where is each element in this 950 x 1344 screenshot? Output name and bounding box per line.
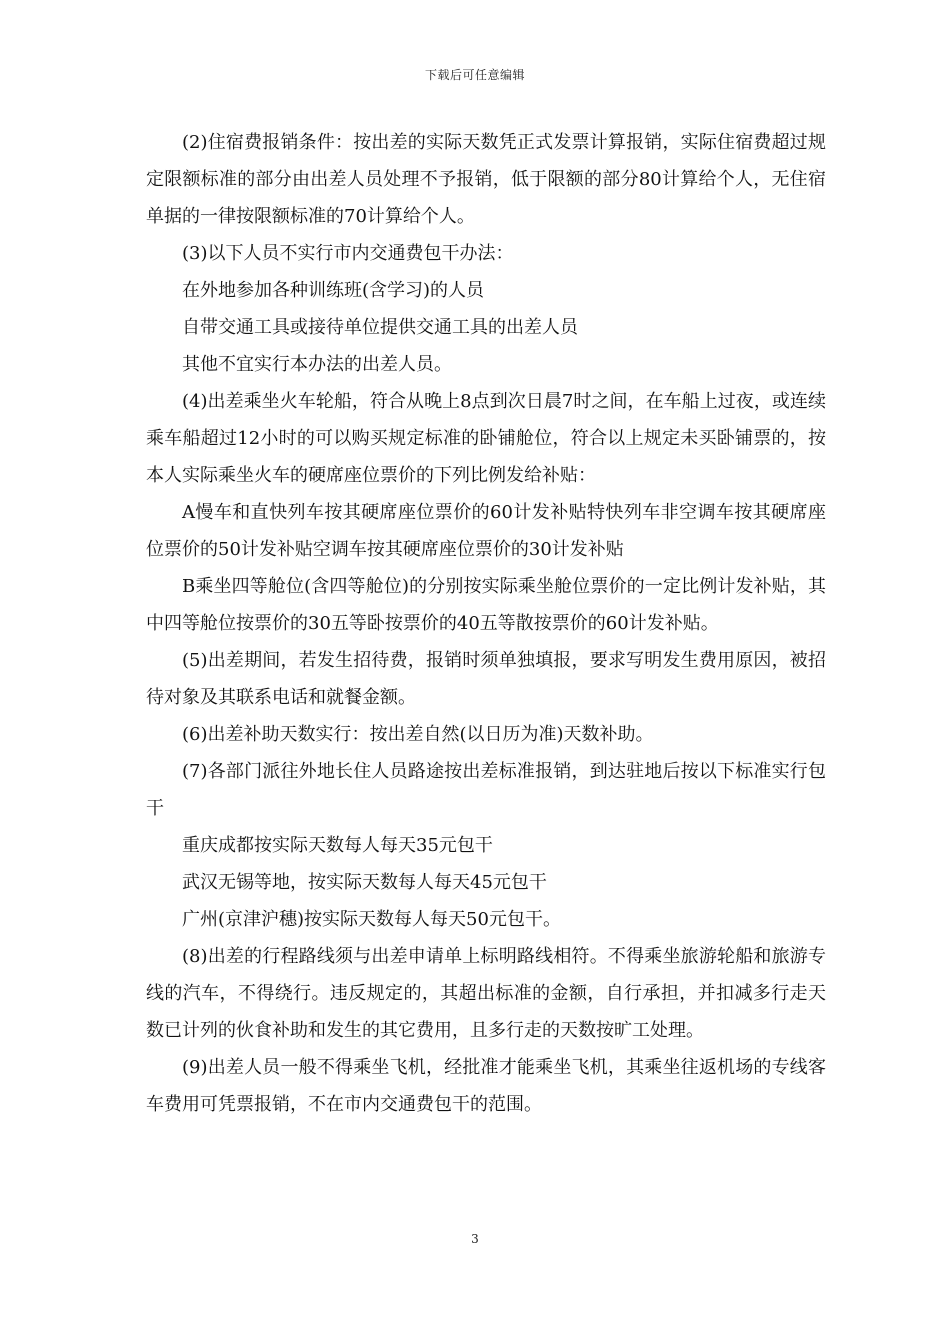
paragraph-ship-subsidy-b: B乘坐四等舱位(含四等舱位)的分别按实际乘坐舱位票价的一定比例计发补贴，其中四等舱位按票价的30五等卧按票价的40五等散按票价的60计发补贴。	[146, 576, 826, 634]
paragraph-train-subsidy-a: A慢车和直快列车按其硬席座位票价的60计发补贴特快列车非空调车按其硬席座位票价的50计发补贴空调车按其硬席座位票价的30计发补贴	[146, 502, 826, 560]
paragraph-rate-wuhan-wuxi: 武汉无锡等地，按实际天数每人每天45元包干	[182, 872, 547, 893]
paragraph-rate-chongqing-chengdu: 重庆成都按实际天数每人每天35元包干	[182, 835, 493, 856]
paragraph-rate-guangzhou: 广州(京津沪穗)按实际天数每人每天50元包干。	[182, 909, 561, 930]
paragraph-exclusion-training: 在外地参加各种训练班(含学习)的人员	[182, 280, 485, 301]
paragraph-route-compliance: (8)出差的行程路线须与出差申请单上标明路线相符。不得乘坐旅游轮船和旅游专线的汽车，不得绕行。违反规定的，其超出标准的金额，自行承担，并扣减多行走天数已计列的伙食补助和发生的其它费用，且多行走的天数按旷工处理。	[146, 946, 826, 1041]
document-body	[146, 124, 826, 1123]
paragraph-transport-exclusion-intro: (3)以下人员不实行市内交通费包干办法：	[182, 243, 514, 264]
paragraph-subsidy-days: (6)出差补助天数实行：按出差自然(以日历为准)天数补助。	[182, 724, 654, 745]
paragraph-exclusion-other: 其他不宜实行本办法的出差人员。	[182, 354, 452, 375]
paragraph-lodging-reimbursement: (2)住宿费报销条件：按出差的实际天数凭正式发票计算报销，实际住宿费超过规定限额标准的部分由出差人员处理不予报销，低于限额的部分80计算给个人，无住宿单据的一律按限额标准的70计算给个人。	[146, 132, 826, 227]
page-number: 3	[471, 1232, 479, 1246]
paragraph-long-term-staff: (7)各部门派往外地长住人员路途按出差标准报销，到达驻地后按以下标准实行包干	[146, 761, 826, 819]
page-header: 下载后可任意编辑	[424, 68, 525, 82]
paragraph-entertainment-expense: (5)出差期间，若发生招待费，报销时须单独填报，要求写明发生费用原因，被招待对象及其联系电话和就餐金额。	[146, 650, 826, 708]
paragraph-exclusion-own-vehicle: 自带交通工具或接待单位提供交通工具的出差人员	[182, 317, 578, 338]
paragraph-air-travel: (9)出差人员一般不得乘坐飞机，经批准才能乘坐飞机，其乘坐往返机场的专线客车费用可凭票报销，不在市内交通费包干的范围。	[146, 1057, 826, 1115]
paragraph-train-ship-sleeper: (4)出差乘坐火车轮船，符合从晚上8点到次日晨7时之间，在车船上过夜，或连续乘车船超过12小时的可以购买规定标准的卧铺舱位，符合以上规定未买卧铺票的，按本人实际乘坐火车的硬席座位票价的下列比例发给补贴：	[146, 391, 826, 486]
